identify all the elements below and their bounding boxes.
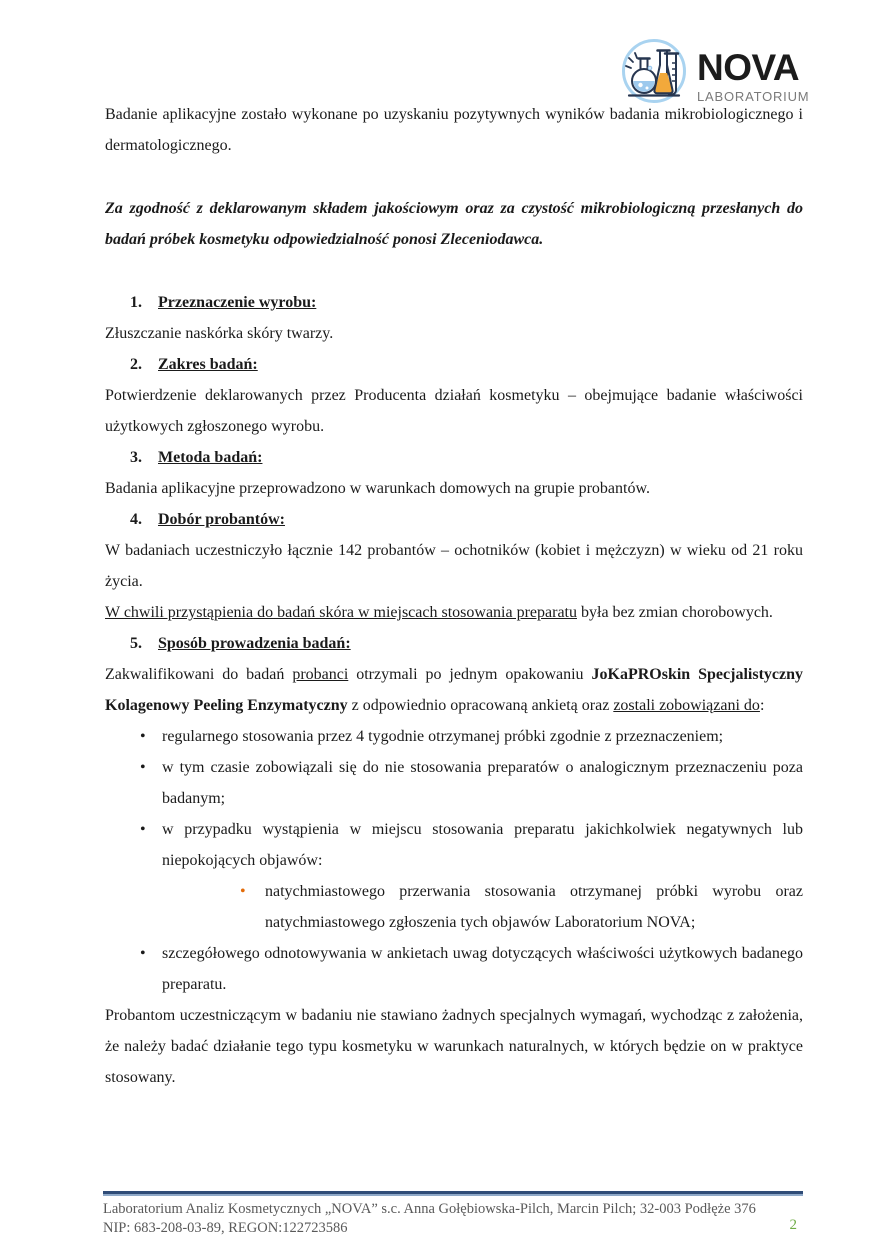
section-number: 4. [130, 511, 142, 528]
section-heading-5 [105, 628, 803, 659]
section-heading-3 [105, 442, 803, 473]
bullet-item: • regularnego stosowania przez 4 tygodnie otrzymanej próbki zgodnie z przeznaczeniem; [105, 721, 803, 752]
bullet-item: • w przypadku wystąpienia w miejscu stosowania preparatu jakichkolwiek negatywnych lub niepokojących objawów: [105, 814, 803, 876]
footer-rule-light [103, 1194, 803, 1196]
disclaimer-paragraph: Za zgodność z deklarowanym składem jakościowym oraz za czystość mikrobiologiczną przesłanych do badań próbek kosmetyku odpowiedzialność ponosi Zleceniodawca. [105, 200, 803, 248]
section-number: 3. [130, 449, 142, 466]
page-footer [103, 1191, 803, 1237]
section-body-4: W badaniach uczestniczyło łącznie 142 probantów – ochotników (kobiet i mężczyzn) w wieku od 21 roku życia. [105, 542, 803, 590]
footer-company-line: Laboratorium Analiz Kosmetycznych „NOVA” s.c. Anna Gołębiowska-Pilch, Marcin Pilch; 32-003 Podłęże 376 [103, 1201, 756, 1217]
section-number: 5. [130, 635, 142, 652]
section-5-intro: Zakwalifikowani do badań probanci otrzymali po jednym opakowaniu JoKaPROskin Specjalistyczny Kolagenowy Peeling Enzymatyczny z odpowiednio opracowaną ankietą oraz zostali zobowiązani do: [105, 666, 803, 714]
section-heading-2 [105, 349, 803, 380]
section-title: Sposób prowadzenia badań: [158, 635, 351, 652]
page-number: 2 [789, 1217, 797, 1233]
sub-bullet-list [105, 876, 803, 938]
section-number: 1. [130, 294, 142, 311]
section-title: Metoda badań: [158, 449, 263, 466]
section-body-3: Badania aplikacyjne przeprowadzono w warunkach domowych na grupie probantów. [105, 480, 650, 497]
bullet-item: • w tym czasie zobowiązali się do nie stosowania preparatów o analogicznym przeznaczeniu poza badanym; [105, 752, 803, 814]
document-body [105, 99, 803, 1093]
section-body-2: Potwierdzenie deklarowanych przez Producenta działań kosmetyku – obejmujące badanie właściwości użytkowych zgłoszonego wyrobu. [105, 387, 803, 435]
sub-bullet-item: • natychmiastowego przerwania stosowania otrzymanej próbki wyrobu oraz natychmiastowego zgłoszenia tych objawów Laboratorium NOVA; [105, 876, 803, 938]
section-body-1: Złuszczanie naskórka skóry twarzy. [105, 325, 334, 342]
nova-logo [620, 37, 809, 105]
logo-text [697, 49, 809, 104]
logo-name: NOVA [697, 47, 800, 88]
section-4-note: W chwili przystąpienia do badań skóra w miejscach stosowania preparatu była bez zmian chorobowych. [105, 604, 773, 621]
section-number: 2. [130, 356, 142, 373]
section-heading-1 [105, 287, 803, 318]
intro-paragraph: Badanie aplikacyjne zostało wykonane po uzyskaniu pozytywnych wyników badania mikrobiologicznego i dermatologicznego. [105, 106, 803, 154]
bullet-list-continued [105, 938, 803, 1000]
section-title: Dobór probantów: [158, 511, 285, 528]
section-title: Przeznaczenie wyrobu: [158, 294, 317, 311]
section-title: Zakres badań: [158, 356, 258, 373]
section-heading-4 [105, 504, 803, 535]
logo-subtitle: LABORATORIUM [697, 89, 810, 104]
bullet-list [105, 721, 803, 876]
bullet-item: • szczegółowego odnotowywania w ankietach uwag dotyczących właściwości użytkowych badanego preparatu. [105, 938, 803, 1000]
footer-nip-regon-line: NIP: 683-208-03-89, REGON:122723586 [103, 1219, 348, 1236]
closing-paragraph: Probantom uczestniczącym w badaniu nie stawiano żadnych specjalnych wymagań, wychodząc z założenia, że należy badać działanie tego typu kosmetyku w warunkach naturalnych, w których będzie on w praktyce stosowany. [105, 1007, 803, 1086]
lab-flasks-icon [620, 37, 688, 105]
